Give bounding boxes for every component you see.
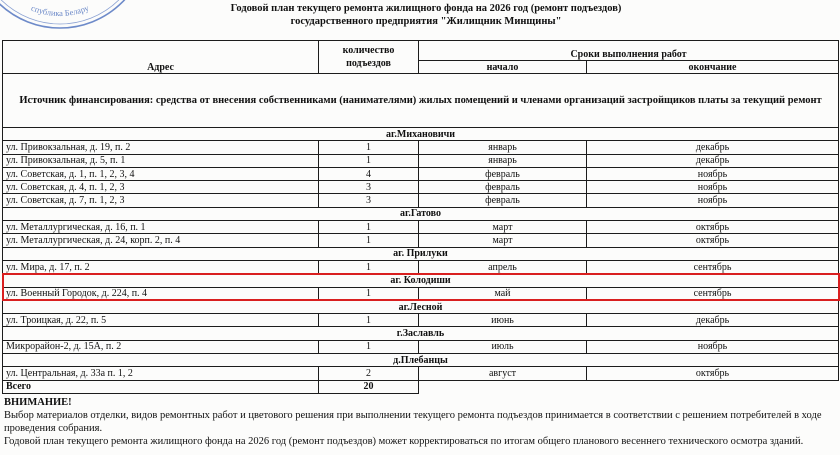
notes-paragraph: Выбор материалов отделки, видов ремонтных работ и цветового решения при выполнении текущего ремонта подъездов принимается в соответствии с решением потребителей в ходе проведения собрания. [4, 410, 822, 434]
end-month-cell: октябрь [587, 221, 839, 234]
table-footer [3, 380, 839, 393]
table-row [3, 260, 839, 273]
title-line-2: государственного предприятия "Жилищник Минщины" [290, 16, 562, 27]
end-month-cell: ноябрь [587, 181, 839, 194]
seal-text: спублика Белару [29, 2, 91, 19]
address-cell: Микрорайон-2, д. 15А, п. 2 [3, 340, 319, 353]
notes-heading: ВНИМАНИЕ! [4, 397, 72, 408]
end-month-cell: декабрь [587, 314, 839, 327]
address-cell: ул. Привокзальная, д. 19, п. 2 [3, 141, 319, 154]
locality-group [3, 128, 839, 208]
table-row [3, 221, 839, 234]
total-entrance-count: 20 [319, 380, 419, 393]
locality-name: г.Заславль [3, 327, 839, 340]
end-month-cell: декабрь [587, 141, 839, 154]
address-cell: ул. Военный Городок, д. 224, п. 4 [3, 287, 319, 300]
address-cell: ул. Троицкая, д. 22, п. 5 [3, 314, 319, 327]
table-row [3, 167, 839, 180]
entrance-count-cell: 4 [319, 167, 419, 180]
start-month-cell: январь [419, 154, 587, 167]
locality-name: аг.Лесной [3, 300, 839, 313]
address-cell: ул. Металлургическая, д. 16, п. 1 [3, 221, 319, 234]
table-row [3, 340, 839, 353]
locality-group [3, 274, 839, 301]
locality-row [3, 354, 839, 367]
entrance-count-cell: 1 [319, 287, 419, 300]
locality-name: д.Плебанцы [3, 354, 839, 367]
address-cell: ул. Металлургическая, д. 24, корп. 2, п. 4 [3, 234, 319, 247]
end-month-cell: октябрь [587, 367, 839, 380]
table-row [3, 314, 839, 327]
entrance-count-cell: 1 [319, 260, 419, 273]
start-month-cell: февраль [419, 194, 587, 207]
table-row [3, 181, 839, 194]
empty-cell [587, 380, 839, 393]
end-month-cell: сентябрь [587, 287, 839, 300]
notes-section [4, 396, 836, 448]
table-row [3, 287, 839, 300]
entrance-count-cell: 3 [319, 194, 419, 207]
total-label: Всего [3, 380, 319, 393]
locality-row [3, 327, 839, 340]
start-month-cell: август [419, 367, 587, 380]
start-month-cell: февраль [419, 181, 587, 194]
locality-name: аг. Прилуки [3, 247, 839, 260]
entrance-count-cell: 1 [319, 221, 419, 234]
address-cell: ул. Советская, д. 4, п. 1, 2, 3 [3, 181, 319, 194]
locality-name: аг. Колодиши [3, 274, 839, 287]
locality-group [3, 300, 839, 327]
entrance-count-cell: 1 [319, 141, 419, 154]
address-cell: ул. Советская, д. 1, п. 1, 2, 3, 4 [3, 167, 319, 180]
table-row [3, 194, 839, 207]
entrance-count-cell: 2 [319, 367, 419, 380]
notes-paragraph: Годовой план текущего ремонта жилищного фонда на 2026 год (ремонт подъездов) может корректироваться по итогам общего планового весеннего технического осмотра зданий. [4, 436, 804, 447]
address-header: Адрес [3, 41, 319, 74]
start-month-cell: январь [419, 141, 587, 154]
locality-name: аг.Гатово [3, 207, 839, 220]
start-header: начало [419, 61, 587, 74]
locality-row [3, 207, 839, 220]
end-month-cell: ноябрь [587, 194, 839, 207]
start-month-cell: февраль [419, 167, 587, 180]
funding-section [3, 74, 839, 128]
end-month-cell: декабрь [587, 154, 839, 167]
address-cell: ул. Центральная, д. 33а п. 1, 2 [3, 367, 319, 380]
entrance-count-cell: 3 [319, 181, 419, 194]
start-month-cell: июнь [419, 314, 587, 327]
end-month-cell: октябрь [587, 234, 839, 247]
table-header [3, 41, 839, 74]
entrance-count-header: количество подъездов [319, 41, 419, 74]
work-period-header: Сроки выполнения работ [419, 41, 839, 61]
locality-row [3, 247, 839, 260]
address-cell: ул. Привокзальная, д. 5, п. 1 [3, 154, 319, 167]
end-header: окончание [587, 61, 839, 74]
empty-cell [419, 380, 587, 393]
locality-name: аг.Михановичи [3, 128, 839, 141]
funding-source-text: Источник финансирования: средства от внесения собственниками (нанимателями) жилых помещений и членами организаций застройщиков платы за текущий ремонт [3, 74, 839, 128]
address-cell: ул. Советская, д. 7, п. 1, 2, 3 [3, 194, 319, 207]
start-month-cell: май [419, 287, 587, 300]
start-month-cell: март [419, 221, 587, 234]
total-row [3, 380, 839, 393]
entrance-count-cell: 1 [319, 340, 419, 353]
locality-row [3, 274, 839, 287]
address-cell: ул. Мира, д. 17, п. 2 [3, 260, 319, 273]
locality-row [3, 128, 839, 141]
locality-group [3, 207, 839, 247]
entrance-count-cell: 1 [319, 154, 419, 167]
entrance-count-cell: 1 [319, 234, 419, 247]
table-row [3, 141, 839, 154]
repair-plan-table [2, 40, 839, 394]
table-row [3, 234, 839, 247]
locality-group [3, 327, 839, 354]
end-month-cell: ноябрь [587, 340, 839, 353]
table-row [3, 367, 839, 380]
document-title [0, 2, 840, 28]
end-month-cell: сентябрь [587, 260, 839, 273]
title-line-1: Годовой план текущего ремонта жилищного фонда на 2026 год (ремонт подъездов) [230, 3, 622, 14]
end-month-cell: ноябрь [587, 167, 839, 180]
entrance-count-cell: 1 [319, 314, 419, 327]
table-row [3, 154, 839, 167]
start-month-cell: апрель [419, 260, 587, 273]
locality-group [3, 247, 839, 274]
funding-row [3, 74, 839, 128]
start-month-cell: март [419, 234, 587, 247]
start-month-cell: июль [419, 340, 587, 353]
locality-row [3, 300, 839, 313]
header-row [3, 41, 839, 61]
locality-group [3, 354, 839, 381]
